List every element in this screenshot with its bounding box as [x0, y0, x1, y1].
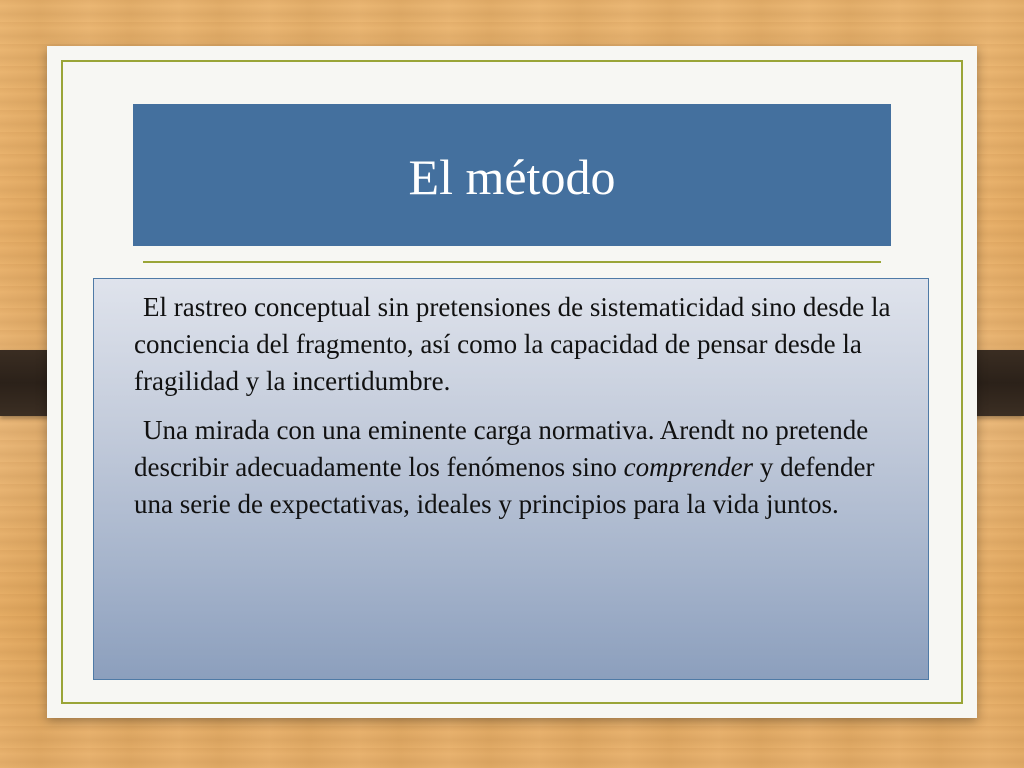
slide-card	[47, 46, 977, 718]
content-box	[93, 278, 929, 680]
paragraph-2-text-after: y defender una serie de expectativas, ideales y principios para la vida juntos.	[134, 452, 875, 519]
title-banner	[133, 104, 891, 246]
paragraph-2-emphasis: comprender	[623, 452, 754, 482]
title-divider	[143, 261, 881, 263]
paragraph-2-text-before: Una mirada con una eminente carga normativa. Arendt no pretende describir adecuadamente los fenómenos sino	[134, 415, 869, 482]
slide-title: El método	[408, 149, 616, 205]
paragraph-1: El rastreo conceptual sin pretensiones de sistematicidad sino desde la conciencia del fragmento, así como la capacidad de pensar desde la fragilidad y la incertidumbre.	[134, 292, 891, 396]
paragraph-2	[134, 412, 898, 523]
